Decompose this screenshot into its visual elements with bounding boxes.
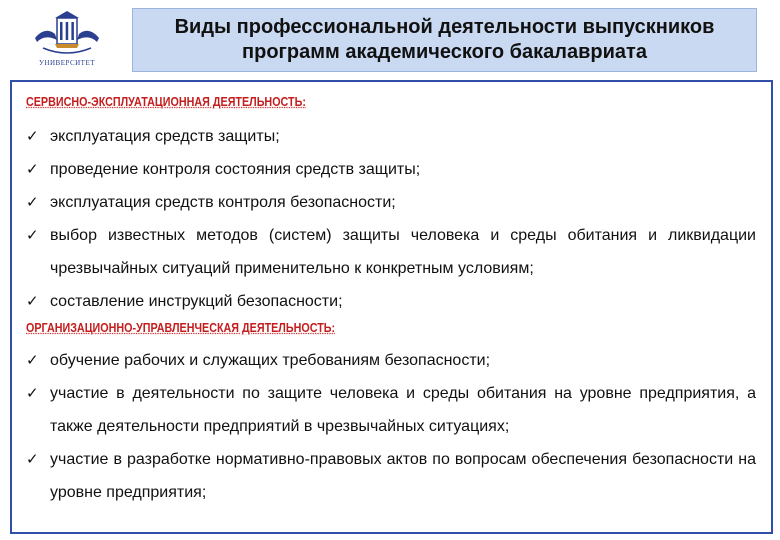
list-item-text: составление инструкций безопасности;: [50, 293, 343, 310]
list-item: [26, 377, 756, 443]
checkmark-icon: ✓: [26, 193, 39, 211]
list-item-text: участие в деятельности по защите человека и среды обитания на уровне предприятия, а также деятельности предприятий в чрезвычайных ситуациях;: [50, 385, 756, 435]
section-heading-management: ОРГАНИЗАЦИОННО-УПРАВЛЕНЧЕСКАЯ ДЕЯТЕЛЬНОСТЬ:: [26, 321, 336, 335]
checkmark-icon: ✓: [26, 450, 39, 468]
list-item-text: обучение рабочих и служащих требованиям безопасности;: [50, 352, 491, 369]
title-line-1: Виды профессиональной деятельности выпускников: [174, 16, 715, 38]
section-heading-service: СЕРВИСНО-ЭКСПЛУАТАЦИОННАЯ ДЕЯТЕЛЬНОСТЬ:: [26, 95, 306, 109]
title-banner: [132, 8, 757, 72]
list-item: [26, 186, 756, 219]
service-list: [26, 120, 756, 318]
list-item: [26, 285, 756, 318]
list-item-text: проведение контроля состояния средств защиты;: [50, 161, 421, 178]
checkmark-icon: ✓: [26, 127, 39, 145]
checkmark-icon: ✓: [26, 351, 39, 369]
university-logo: [12, 8, 122, 78]
content: [26, 92, 756, 509]
checkmark-icon: ✓: [26, 226, 39, 244]
list-item: [26, 120, 756, 153]
checkmark-icon: ✓: [26, 160, 39, 178]
list-item-text: выбор известных методов (систем) защиты человека и среды обитания и ликвидации чрезвычайных ситуаций применительно к конкретным условиям;: [50, 227, 756, 277]
list-item: [26, 344, 756, 377]
checkmark-icon: ✓: [26, 384, 39, 402]
management-list: [26, 344, 756, 509]
title-line-2: программ академического бакалавриата: [242, 41, 647, 63]
logo-caption: УНИВЕРСИТЕТ: [38, 59, 96, 67]
list-item: [26, 443, 756, 509]
list-item-text: эксплуатация средств защиты;: [50, 128, 280, 145]
university-emblem-icon: [31, 8, 103, 58]
list-item: [26, 219, 756, 285]
list-item: [26, 153, 756, 186]
list-item-text: участие в разработке нормативно-правовых актов по вопросам обеспечения безопасности на уровне предприятия;: [50, 451, 756, 501]
checkmark-icon: ✓: [26, 292, 39, 310]
list-item-text: эксплуатация средств контроля безопасности;: [50, 194, 396, 211]
